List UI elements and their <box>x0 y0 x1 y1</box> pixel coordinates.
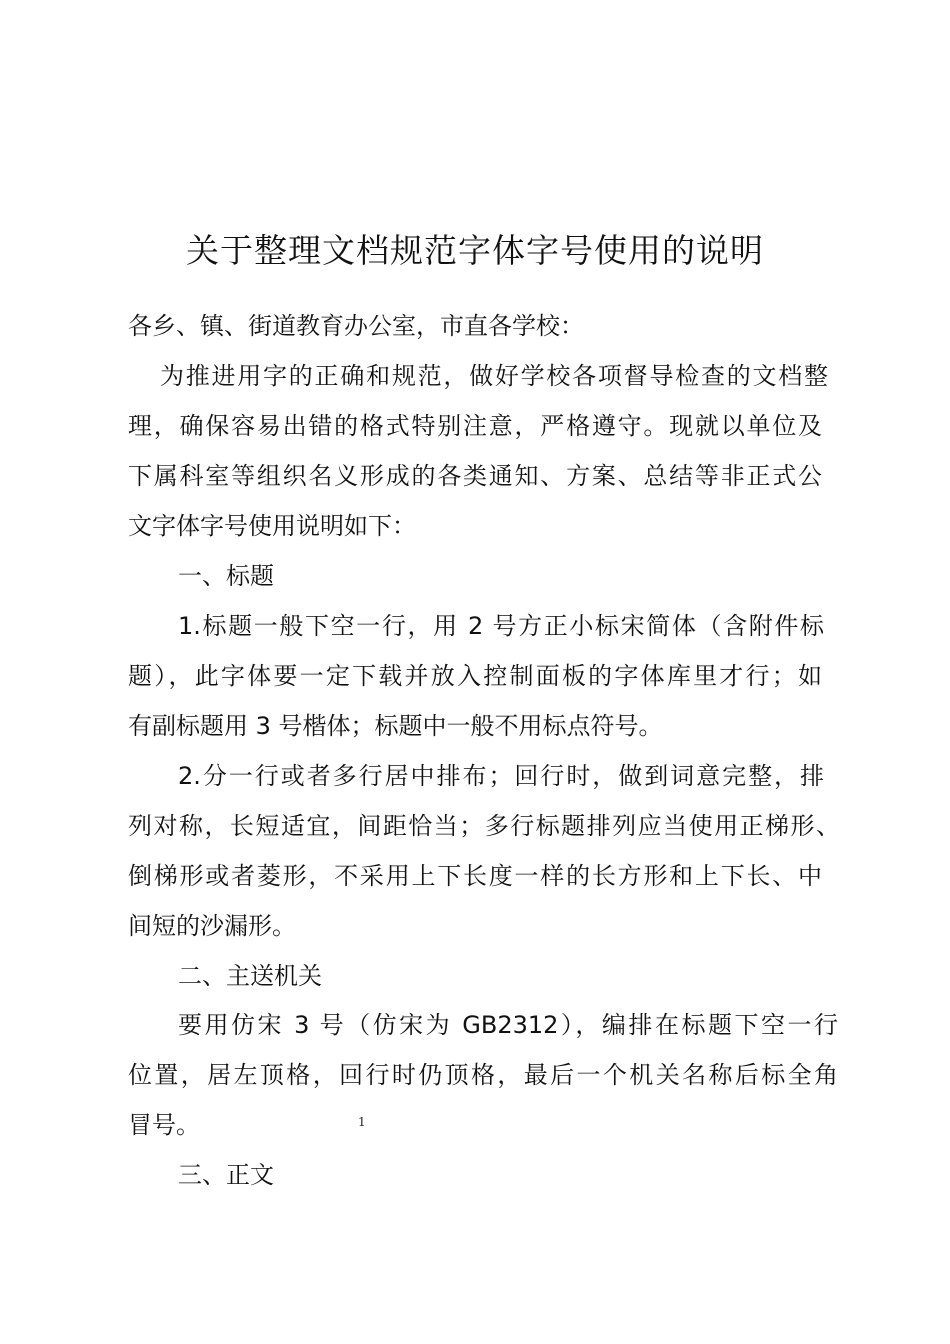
section1-item2-line-2: 列对称，长短适宜，间距恰当；多行标题排列应当使用正梯形、 <box>128 812 840 840</box>
document-title: 关于整理文档规范字体字号使用的说明 <box>186 231 764 270</box>
section1-item1-line-3: 有副标题用 3 号楷体；标题中一般不用标点符号。 <box>128 712 663 740</box>
section2-body-line-2: 位置，居左顶格，回行时仍顶格，最后一个机关名称后标全角 <box>128 1061 838 1089</box>
section1-item2-line-4: 间短的沙漏形。 <box>128 912 296 940</box>
section1-item2-line-3: 倒梯形或者菱形，不采用上下长度一样的长方形和上下长、中 <box>128 862 822 890</box>
section3-heading: 三、正文 <box>178 1161 274 1189</box>
intro-line-1: 为推进用字的正确和规范，做好学校各项督导检查的文档整 <box>160 362 828 390</box>
section1-item1-line-1: 1.标题一般下空一行，用 2 号方正小标宋简体（含附件标 <box>178 612 824 640</box>
intro-line-4: 文字体字号使用说明如下： <box>128 512 416 540</box>
intro-line-2: 理，确保容易出错的格式特别注意，严格遵守。现就以单位及 <box>128 412 822 440</box>
section1-heading: 一、标题 <box>178 562 274 590</box>
section1-item2-line-1: 2.分一行或者多行居中排布；回行时，做到词意完整，排 <box>178 762 824 790</box>
section2-body-line-3: 冒号。 <box>128 1111 200 1139</box>
intro-line-3: 下属科室等组织名义形成的各类通知、方案、总结等非正式公 <box>128 462 822 490</box>
salutation: 各乡、镇、街道教育办公室，市直各学校： <box>128 312 584 340</box>
page-number: 1 <box>358 1115 366 1129</box>
section1-item1-line-2: 题），此字体要一定下载并放入控制面板的字体库里才行；如 <box>128 662 822 690</box>
section2-body-line-1: 要用仿宋 3 号（仿宋为 GB2312），编排在标题下空一行 <box>178 1011 838 1039</box>
section2-heading: 二、主送机关 <box>178 962 322 990</box>
